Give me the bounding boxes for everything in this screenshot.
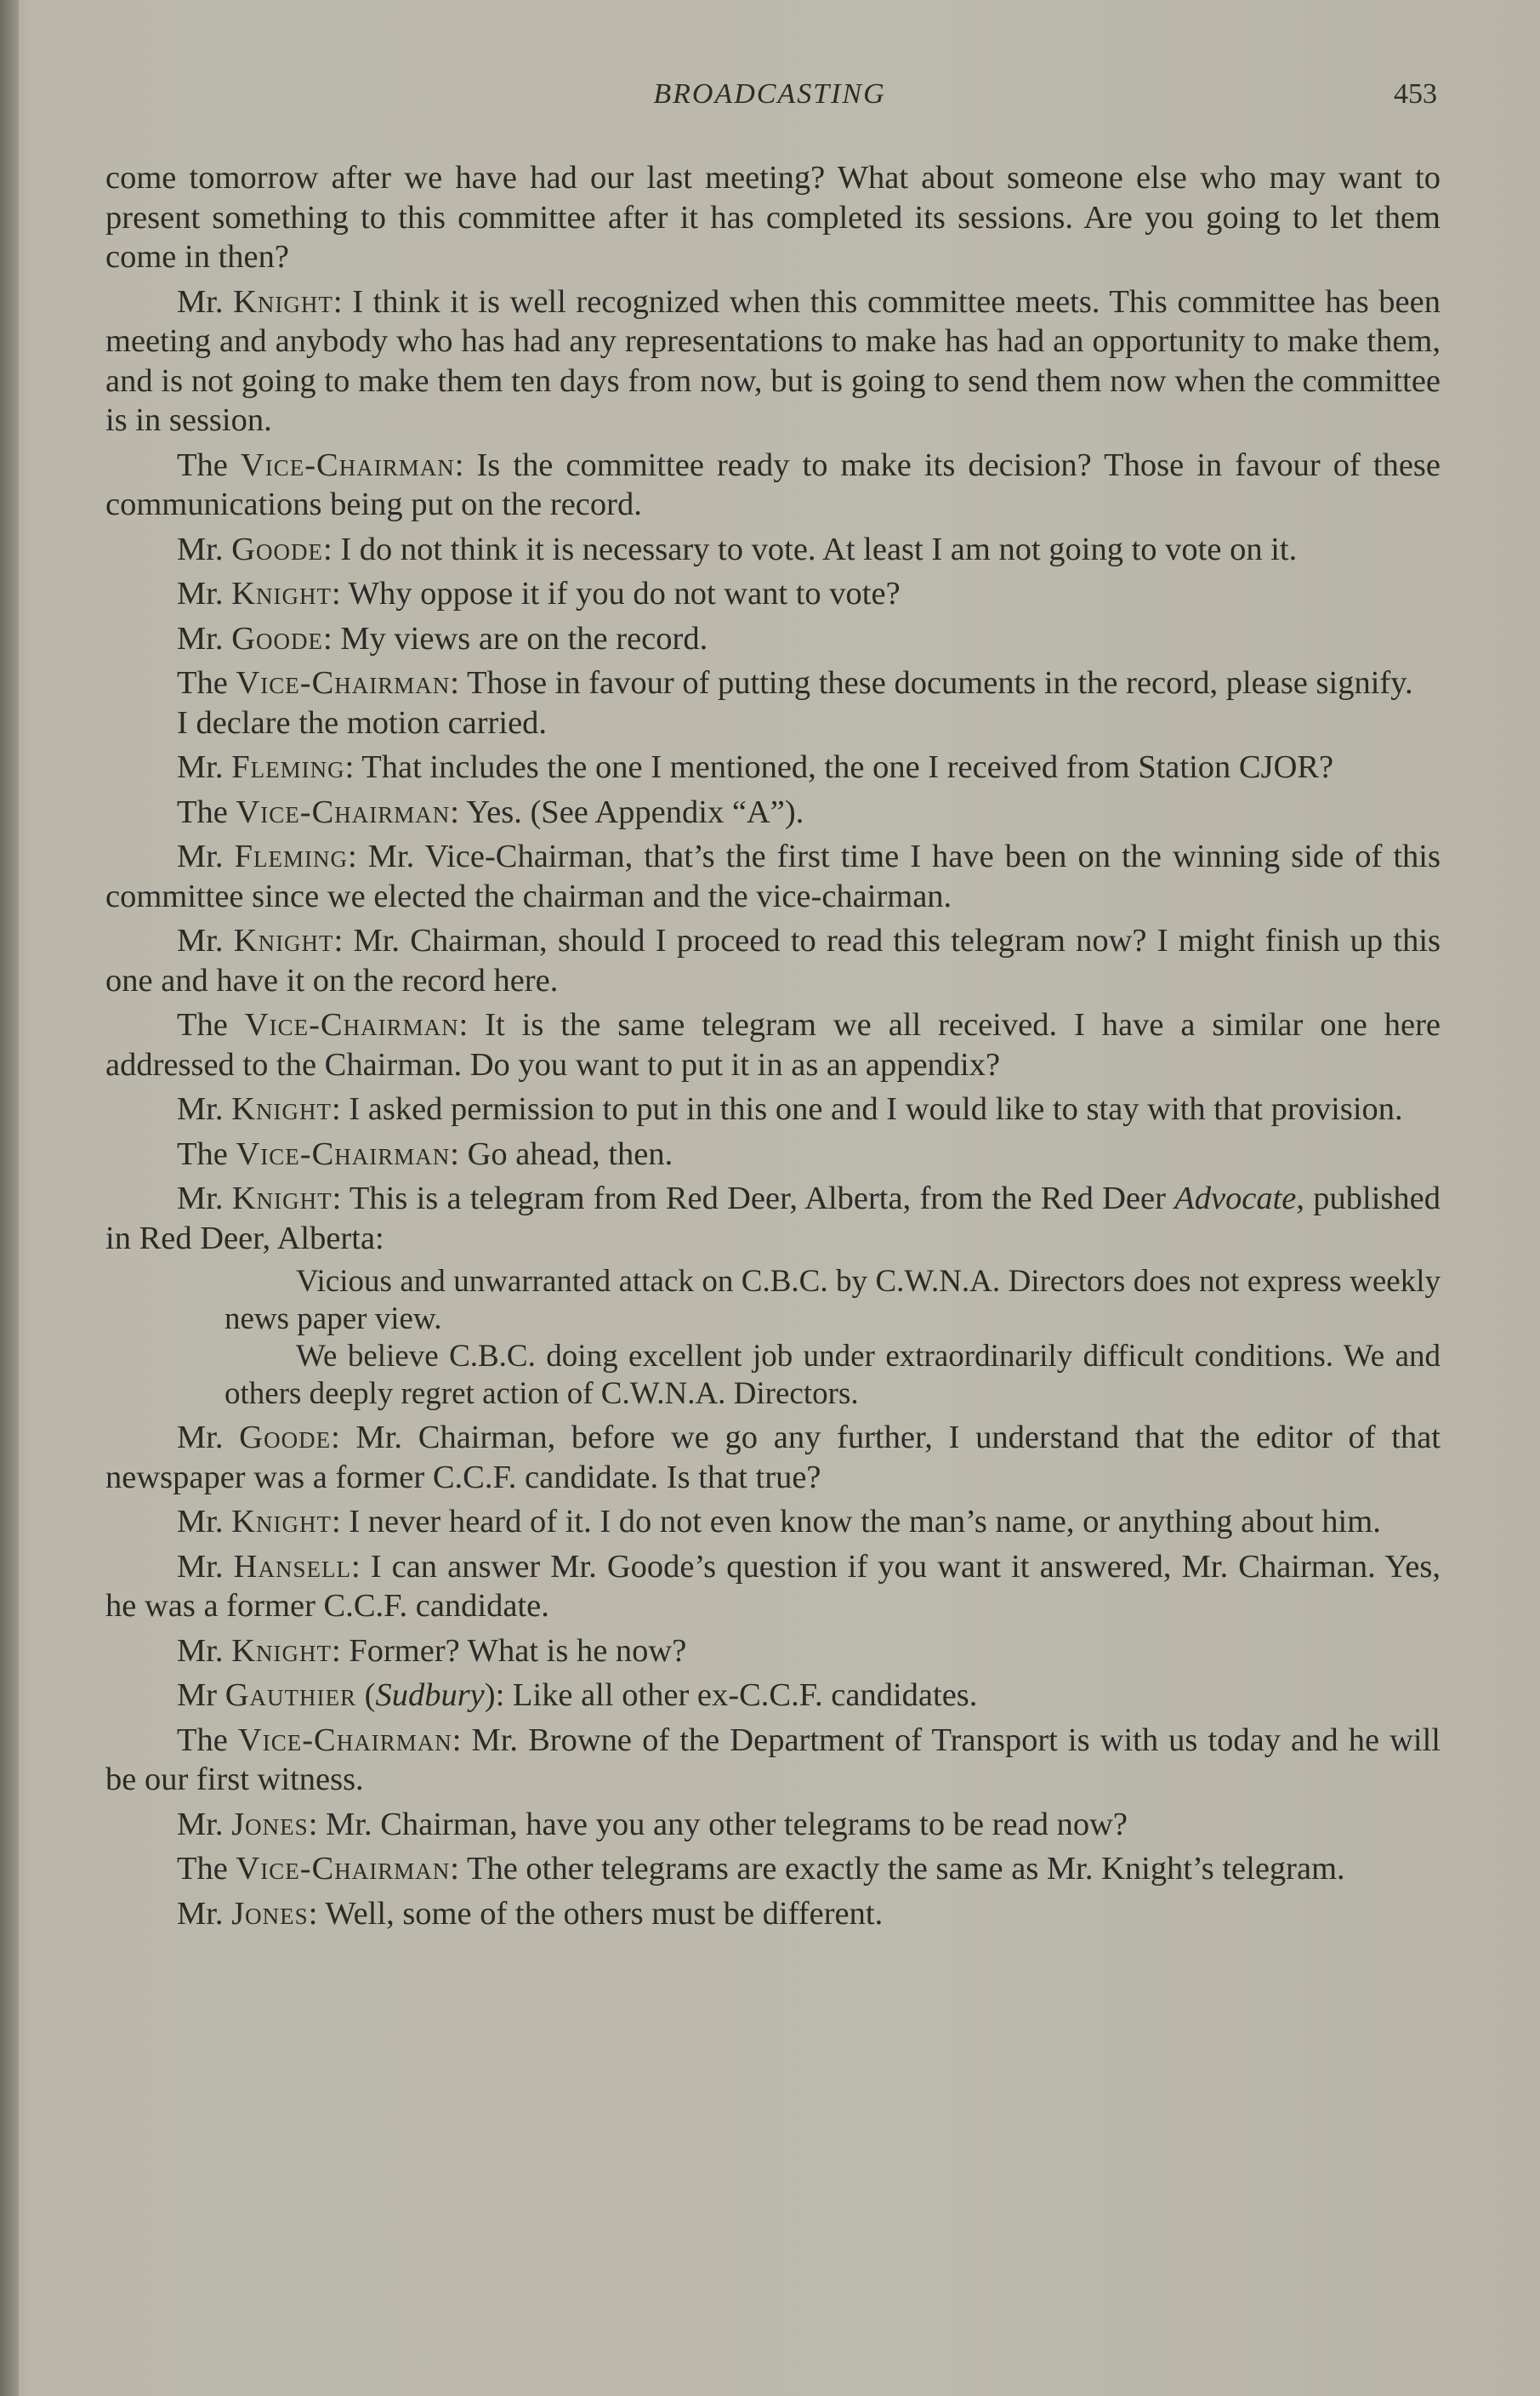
- speech-paragraph: [105, 837, 1441, 916]
- speaker-name: Fleming: [234, 839, 348, 874]
- speaker-name: Goode: [239, 1420, 332, 1455]
- speaker-name: Goode: [231, 620, 323, 657]
- speech-text: , published in Red Deer, Alberta:: [105, 1181, 1441, 1256]
- speaker-colon: :: [333, 923, 354, 959]
- speech-paragraph: [105, 1179, 1441, 1258]
- speech-text: The other telegrams are exactly the same as Mr. Knight’s telegram.: [466, 1851, 1345, 1887]
- speech-text: Mr. Chairman, have you any other telegrams to be read now?: [326, 1806, 1128, 1842]
- speaker-colon: :: [322, 531, 341, 567]
- speech-paragraph: [105, 574, 1441, 614]
- speaker-name: Vice-Chairman: [236, 1851, 451, 1887]
- speech-text: Like all other ex-C.C.F. candidates.: [512, 1677, 978, 1713]
- telegram-paragraph: We believe C.B.C. doing excellent job under extraordinarily difficult conditions. We and others deeply regret action of C.W.N.A. Directors.: [224, 1339, 1441, 1411]
- speech-text: Is the committee ready to make its decision? Those in favour of these communications being put on the record.: [105, 447, 1441, 522]
- speech-paragraph: [105, 1805, 1441, 1845]
- speech-paragraph: [105, 1721, 1441, 1800]
- speaker-colon: :: [452, 1722, 472, 1758]
- riding-name: Sudbury: [375, 1677, 485, 1713]
- speech-text: Well, some of the others must be different.: [325, 1895, 884, 1932]
- speaker-prefix: Mr.: [177, 1895, 232, 1932]
- speaker-name: Jones: [231, 1806, 309, 1842]
- speech-text: Go ahead, then.: [467, 1135, 673, 1172]
- speech-text: I asked permission to put in this one and I would like to stay with that provision.: [349, 1091, 1403, 1127]
- speech-text: I think it is well recognized when this committee meets. This committee has been meeting and anybody who has had any representations to make has had an opportunity to make them, and is not going to make them ten days from now, but is going to send them now when the committee is in session.: [105, 283, 1441, 438]
- speech-text: Yes. (See Appendix “A”).: [466, 794, 804, 830]
- speech-text: I do not think it is necessary to vote. At least I am not going to vote on it.: [340, 531, 1298, 567]
- telegram-paragraph: Vicious and unwarranted attack on C.B.C. by C.W.N.A. Directors does not express weekly news paper view.: [224, 1264, 1441, 1336]
- speaker-name: Hansell: [233, 1548, 351, 1585]
- speech-text: My views are on the record.: [340, 620, 708, 657]
- motion-declaration: [105, 703, 1441, 743]
- paragraph-text: come tomorrow after we have had our last meeting? What about someone else who may want to present something to this committee after it has completed its sessions. Are you going to let them come in then?: [105, 160, 1441, 275]
- speaker-prefix: Mr: [177, 1677, 225, 1713]
- speaker-colon: :: [308, 1895, 326, 1932]
- speech-paragraph: [105, 1418, 1441, 1497]
- riding-close: ):: [484, 1677, 513, 1713]
- speaker-name: Knight: [233, 923, 334, 959]
- newspaper-title: Advocate: [1174, 1181, 1297, 1216]
- speaker-name: Vice-Chairman: [244, 1007, 459, 1043]
- speaker-name: Goode: [231, 531, 323, 567]
- speaker-prefix: The: [177, 665, 236, 701]
- speaker-colon: :: [322, 620, 341, 657]
- speaker-colon: :: [350, 1548, 371, 1585]
- speaker-name: Knight: [231, 1091, 332, 1127]
- speech-text: Mr. Chairman, before we go any further, I understand that the editor of that newspaper was a former C.C.F. candidate. Is that true?: [105, 1420, 1441, 1495]
- speaker-colon: :: [344, 749, 362, 785]
- speaker-prefix: The: [177, 794, 236, 830]
- speech-paragraph: [105, 1849, 1441, 1889]
- speech-paragraph: [105, 1502, 1441, 1542]
- speaker-name: Knight: [233, 283, 333, 320]
- speaker-prefix: The: [177, 1007, 245, 1043]
- speaker-prefix: Mr.: [177, 576, 232, 612]
- speaker-name: Vice-Chairman: [236, 665, 451, 701]
- speaker-colon: :: [450, 665, 467, 701]
- speech-paragraph: [105, 1631, 1441, 1671]
- speaker-colon: :: [450, 794, 467, 830]
- speaker-prefix: Mr.: [177, 1806, 232, 1842]
- speech-text: Mr. Chairman, should I proceed to read this telegram now? I might finish up this one and have it on the record here.: [105, 923, 1441, 999]
- speaker-colon: :: [347, 839, 368, 874]
- speech-paragraph: [105, 530, 1441, 570]
- speaker-prefix: Mr.: [177, 1504, 232, 1539]
- speaker-name: Fleming: [231, 749, 345, 785]
- speaker-name: Knight: [231, 1181, 332, 1216]
- speech-text: Those in favour of putting these documents in the record, please signify.: [466, 665, 1413, 701]
- speech-paragraph: [105, 1894, 1441, 1934]
- speaker-colon: :: [454, 447, 477, 483]
- speaker-name: Vice-Chairman: [240, 447, 455, 483]
- speaker-colon: :: [331, 1504, 349, 1539]
- speaker-name: Vice-Chairman: [236, 794, 451, 830]
- speaker-colon: :: [332, 283, 353, 320]
- speech-paragraph: [105, 446, 1441, 525]
- paragraph-continuation: [105, 158, 1441, 277]
- speaker-colon: :: [450, 1135, 468, 1172]
- speaker-prefix: Mr.: [177, 531, 232, 567]
- speaker-prefix: Mr.: [177, 839, 235, 874]
- speech-text: Mr. Browne of the Department of Transport is with us today and he will be our first witness.: [105, 1722, 1441, 1797]
- speech-paragraph: [105, 921, 1441, 1000]
- speaker-prefix: The: [177, 447, 241, 483]
- speech-paragraph: [105, 1135, 1441, 1175]
- speaker-name: Knight: [231, 1504, 332, 1539]
- speaker-prefix: Mr.: [177, 1632, 232, 1669]
- speaker-name: Jones: [231, 1895, 309, 1932]
- speaker-colon: :: [331, 1632, 349, 1669]
- speech-paragraph: [105, 1547, 1441, 1626]
- speaker-prefix: The: [177, 1135, 236, 1172]
- speaker-name: Knight: [231, 576, 332, 612]
- speech-text: This is a telegram from Red Deer, Alberta, from the Red Deer: [349, 1181, 1175, 1216]
- speech-text: That includes the one I mentioned, the one I received from Station CJOR?: [361, 749, 1334, 785]
- speech-text: It is the same telegram we all received. I have a similar one here addressed to the Chairman. Do you want to put it in as an appendix?: [105, 1007, 1441, 1083]
- speech-text: Why oppose it if you do not want to vote?: [348, 576, 901, 612]
- speaker-prefix: The: [177, 1722, 238, 1758]
- speaker-colon: :: [450, 1851, 467, 1887]
- transcript-body: [105, 158, 1441, 1938]
- riding-open: (: [355, 1677, 376, 1713]
- telegram-quote: [105, 1263, 1441, 1413]
- speech-paragraph: [105, 793, 1441, 833]
- speech-paragraph: [105, 1005, 1441, 1084]
- speech-text: Former? What is he now?: [349, 1632, 687, 1669]
- speaker-name: Knight: [231, 1632, 332, 1669]
- speech-paragraph: [105, 1090, 1441, 1130]
- speech-text: I can answer Mr. Goode’s question if you want it answered, Mr. Chairman. Yes, he was a former C.C.F. candidate.: [105, 1548, 1441, 1624]
- speech-text: I declare the motion carried.: [177, 704, 548, 741]
- speaker-colon: :: [331, 1091, 349, 1127]
- speaker-name: Vice-Chairman: [236, 1135, 451, 1172]
- speech-text: Mr. Vice-Chairman, that’s the first time I have been on the winning side of this committee since we elected the chairman and the vice-chairman.: [105, 839, 1441, 914]
- speaker-prefix: Mr.: [177, 923, 234, 959]
- speaker-colon: :: [332, 1181, 349, 1216]
- speech-paragraph: [105, 1676, 1441, 1716]
- speaker-name: Gauthier: [224, 1677, 356, 1713]
- speaker-prefix: Mr.: [177, 283, 234, 320]
- speaker-colon: :: [331, 1420, 356, 1455]
- speech-paragraph: [105, 619, 1441, 659]
- speaker-colon: :: [308, 1806, 327, 1842]
- running-title: BROADCASTING: [653, 78, 886, 110]
- speaker-name: Vice-Chairman: [237, 1722, 452, 1758]
- speaker-prefix: Mr.: [177, 1420, 240, 1455]
- page-number: 453: [1394, 78, 1437, 110]
- speaker-colon: :: [331, 576, 349, 612]
- speech-text: I never heard of it. I do not even know the man’s name, or anything about him.: [349, 1504, 1381, 1539]
- speaker-prefix: Mr.: [177, 620, 232, 657]
- speaker-prefix: Mr.: [177, 1548, 234, 1585]
- speech-paragraph: [105, 748, 1441, 788]
- speaker-prefix: The: [177, 1851, 236, 1887]
- page-header: [102, 78, 1437, 121]
- speaker-prefix: Mr.: [177, 749, 232, 785]
- speaker-colon: :: [458, 1007, 486, 1043]
- speech-paragraph: [105, 282, 1441, 441]
- speech-paragraph: [105, 663, 1441, 703]
- book-spine-shadow: [0, 0, 19, 2396]
- speaker-prefix: Mr.: [177, 1181, 232, 1216]
- speaker-prefix: Mr.: [177, 1091, 232, 1127]
